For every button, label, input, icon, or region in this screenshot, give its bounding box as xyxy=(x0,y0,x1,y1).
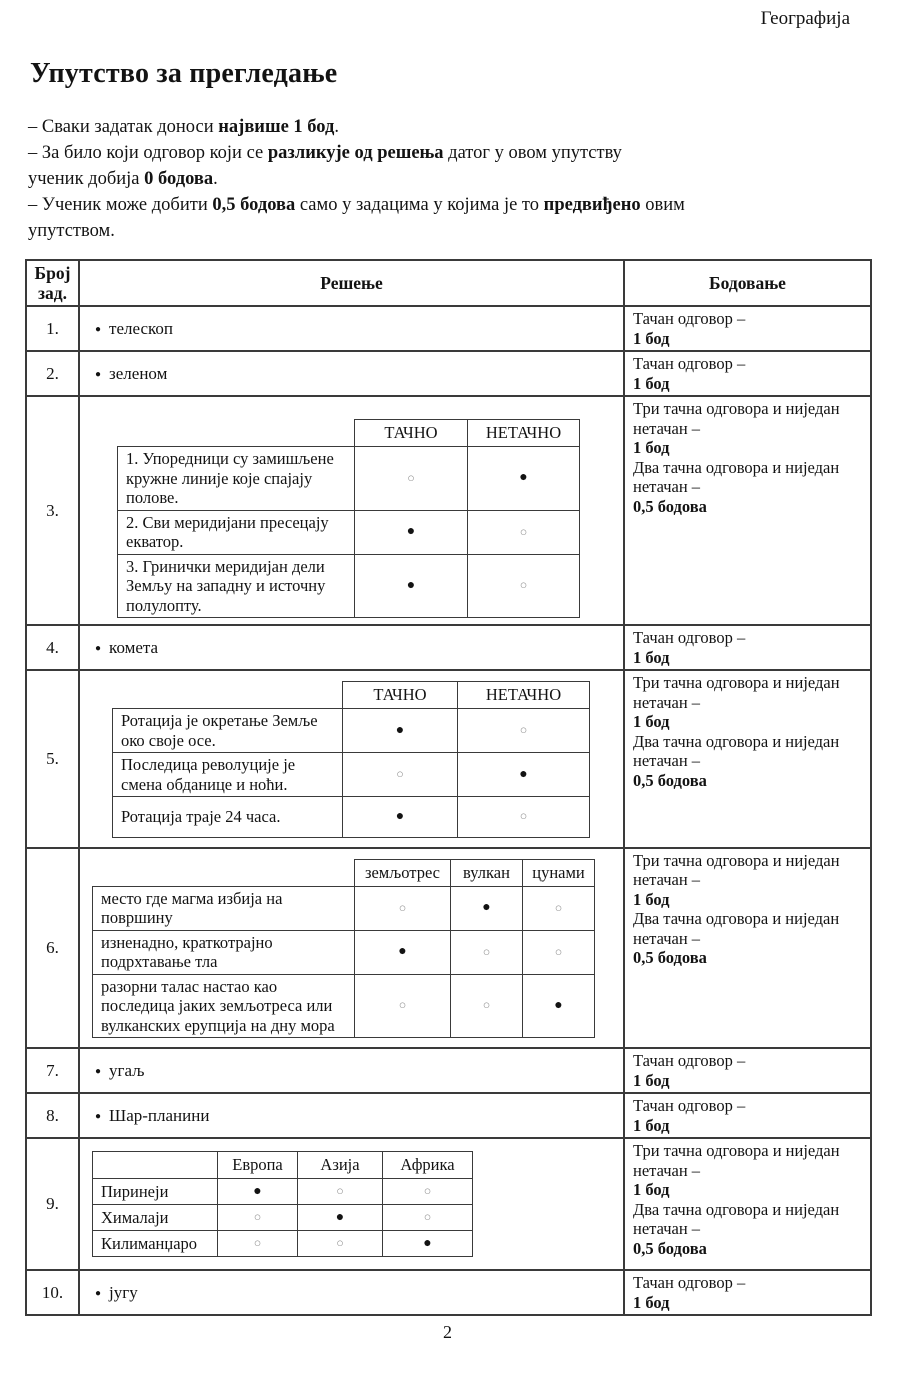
matrix-header: НЕТАЧНО xyxy=(468,420,580,447)
radio-mark: ○ xyxy=(218,1231,298,1257)
bullet-icon: ● xyxy=(95,1287,102,1299)
statement: Ротација траје 24 часа. xyxy=(113,797,343,838)
statement: Пиринеји xyxy=(93,1179,218,1205)
task-number: 8. xyxy=(26,1093,79,1138)
task-number: 2. xyxy=(26,351,79,396)
table-row-6 xyxy=(26,848,871,1049)
scoring-cell: Тачан одговор – 1 бод xyxy=(624,306,871,351)
task-number: 6. xyxy=(26,848,79,1049)
answer-text: југу xyxy=(109,1282,138,1302)
matrix-header xyxy=(93,1152,218,1179)
scoring-cell: Три тачна одговора и ниједан нетачан – 1 бод Два тачна одговора и ниједан нетачан – 0,5 бодова xyxy=(624,1138,871,1270)
answer-text: Шар-планини xyxy=(109,1105,210,1125)
blank-cell xyxy=(93,859,355,886)
column-header-scoring: Бодовање xyxy=(624,260,871,306)
radio-mark: ● xyxy=(298,1205,383,1231)
radio-mark: ○ xyxy=(343,753,458,797)
matrix-row xyxy=(93,930,595,974)
bullet-icon: ● xyxy=(95,1065,102,1077)
task-number: 3. xyxy=(26,396,79,625)
radio-mark: ● xyxy=(218,1179,298,1205)
radio-mark: ● xyxy=(523,974,595,1038)
matrix-row xyxy=(118,510,580,554)
radio-mark: ○ xyxy=(523,930,595,974)
solution-cell xyxy=(79,1138,624,1270)
intro-line: – За било који одговор који се разликује од решења датог у овом упутству xyxy=(28,143,622,163)
statement: Килиманџаро xyxy=(93,1231,218,1257)
blank-cell xyxy=(113,682,343,709)
task-number: 10. xyxy=(26,1270,79,1315)
bullet-icon: ● xyxy=(95,1110,102,1122)
category-matrix xyxy=(92,859,595,1039)
solution-cell xyxy=(79,670,624,848)
intro-line: упутством. xyxy=(28,221,115,241)
matrix-row xyxy=(93,886,595,930)
matrix-header: цунами xyxy=(523,859,595,886)
task-number: 5. xyxy=(26,670,79,848)
radio-mark: ● xyxy=(355,554,468,618)
statement: место где магма избија на површину xyxy=(93,886,355,930)
scoring-cell: Три тачна одговора и ниједан нетачан – 1 бод Два тачна одговора и ниједан нетачан – 0,5 бодова xyxy=(624,848,871,1049)
matrix-header: ТАЧНО xyxy=(355,420,468,447)
bullet-icon: ● xyxy=(95,368,102,380)
table-row-5 xyxy=(26,670,871,848)
task-number: 7. xyxy=(26,1048,79,1093)
solution-cell xyxy=(79,625,624,670)
bullet-icon: ● xyxy=(95,642,102,654)
page-number: 2 xyxy=(443,1322,452,1342)
scoring-cell: Тачан одговор – 1 бод xyxy=(624,351,871,396)
radio-mark: ○ xyxy=(355,447,468,511)
statement: разорни талас настао као последица јаких земљотреса или вулканских ерупција на дну мора xyxy=(93,974,355,1038)
scoring-cell: Тачан одговор – 1 бод xyxy=(624,1270,871,1315)
intro-block xyxy=(28,114,858,244)
matrix-row xyxy=(118,554,580,618)
table-header-row xyxy=(26,260,871,306)
solution-cell xyxy=(79,1270,624,1315)
bullet-icon: ● xyxy=(95,323,102,335)
matrix-row xyxy=(93,1231,473,1257)
radio-mark: ○ xyxy=(298,1179,383,1205)
radio-mark: ○ xyxy=(383,1179,473,1205)
matrix-row xyxy=(93,974,595,1038)
radio-mark: ○ xyxy=(355,974,451,1038)
statement: Хималаји xyxy=(93,1205,218,1231)
statement: 3. Гринички меридијан дели Земљу на западну и источну полулопту. xyxy=(118,554,355,618)
solution-cell xyxy=(79,396,624,625)
table-row-4 xyxy=(26,625,871,670)
matrix-header: земљотрес xyxy=(355,859,451,886)
intro-line: ученик добија 0 бодова. xyxy=(28,169,218,189)
answer-text: зеленом xyxy=(109,363,168,383)
matrix-row xyxy=(113,753,590,797)
radio-mark: ○ xyxy=(383,1205,473,1231)
scoring-cell: Тачан одговор – 1 бод xyxy=(624,1093,871,1138)
intro-line: – Сваки задатак доноси највише 1 бод. xyxy=(28,117,340,137)
radio-mark: ○ xyxy=(468,554,580,618)
matrix-row xyxy=(113,797,590,838)
matrix-row xyxy=(113,709,590,753)
radio-mark: ● xyxy=(468,447,580,511)
solution-cell xyxy=(79,351,624,396)
statement: 2. Сви меридијани пресецају екватор. xyxy=(118,510,355,554)
radio-mark: ○ xyxy=(355,886,451,930)
blank-cell xyxy=(118,420,355,447)
radio-mark: ○ xyxy=(523,886,595,930)
radio-mark: ● xyxy=(355,510,468,554)
radio-mark: ● xyxy=(383,1231,473,1257)
radio-mark: ○ xyxy=(458,709,590,753)
task-number: 9. xyxy=(26,1138,79,1270)
table-row-8 xyxy=(26,1093,871,1138)
continent-matrix xyxy=(92,1151,473,1257)
radio-mark: ○ xyxy=(451,974,523,1038)
statement: Последица револуције је смена обданице и ноћи. xyxy=(113,753,343,797)
task-number: 1. xyxy=(26,306,79,351)
radio-mark: ○ xyxy=(468,510,580,554)
table-row-10 xyxy=(26,1270,871,1315)
matrix-header: Азија xyxy=(298,1152,383,1179)
scoring-cell: Тачан одговор – 1 бод xyxy=(624,1048,871,1093)
task-number: 4. xyxy=(26,625,79,670)
table-row-2 xyxy=(26,351,871,396)
scoring-cell: Три тачна одговора и ниједан нетачан – 1 бод Два тачна одговора и ниједан нетачан – 0,5 бодова xyxy=(624,396,871,625)
answer-key-table xyxy=(25,259,872,1316)
matrix-header: Европа xyxy=(218,1152,298,1179)
solution-cell xyxy=(79,848,624,1049)
matrix-row xyxy=(93,1179,473,1205)
scoring-cell: Три тачна одговора и ниједан нетачан – 1 бод Два тачна одговора и ниједан нетачан – 0,5 бодова xyxy=(624,670,871,848)
intro-line: – Ученик може добити 0,5 бодова само у задацима у којима је то предвиђено овим xyxy=(28,195,685,215)
document-subject: Географија xyxy=(760,8,850,29)
answer-text: телескоп xyxy=(109,318,174,338)
matrix-header: Африка xyxy=(383,1152,473,1179)
statement: Ротација је окретање Земље око своје осе. xyxy=(113,709,343,753)
answer-text: угаљ xyxy=(109,1060,145,1080)
matrix-row xyxy=(93,1205,473,1231)
table-row-7 xyxy=(26,1048,871,1093)
radio-mark: ○ xyxy=(458,797,590,838)
radio-mark: ● xyxy=(458,753,590,797)
solution-cell xyxy=(79,1048,624,1093)
statement: 1. Упоредници су замишљене кружне линије које спајају полове. xyxy=(118,447,355,511)
table-row-9 xyxy=(26,1138,871,1270)
table-row-3 xyxy=(26,396,871,625)
answer-text: комета xyxy=(109,637,159,657)
scoring-cell: Тачан одговор – 1 бод xyxy=(624,625,871,670)
solution-cell xyxy=(79,1093,624,1138)
statement: изненадно, краткотрајно подрхтавање тла xyxy=(93,930,355,974)
true-false-matrix xyxy=(117,419,580,618)
radio-mark: ○ xyxy=(298,1231,383,1257)
page-title: Упутство за прегледање xyxy=(30,58,338,89)
column-header-solution: Решење xyxy=(79,260,624,306)
radio-mark: ○ xyxy=(218,1205,298,1231)
true-false-matrix xyxy=(112,681,590,838)
matrix-header: вулкан xyxy=(451,859,523,886)
matrix-header: ТАЧНО xyxy=(343,682,458,709)
column-header-task-number: Број зад. xyxy=(26,260,79,306)
matrix-header: НЕТАЧНО xyxy=(458,682,590,709)
radio-mark: ● xyxy=(355,930,451,974)
solution-cell xyxy=(79,306,624,351)
radio-mark: ○ xyxy=(451,930,523,974)
radio-mark: ● xyxy=(451,886,523,930)
matrix-row xyxy=(118,447,580,511)
radio-mark: ● xyxy=(343,709,458,753)
radio-mark: ● xyxy=(343,797,458,838)
table-row-1 xyxy=(26,306,871,351)
